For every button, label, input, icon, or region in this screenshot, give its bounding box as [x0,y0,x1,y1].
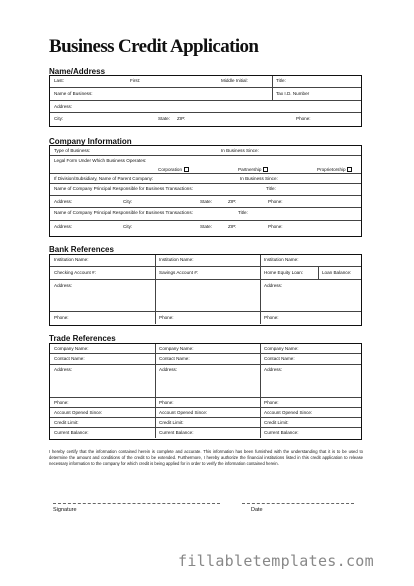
date-label: Date [251,507,263,513]
middle-initial-field[interactable]: Middle Initial: [221,78,248,83]
last-name-field[interactable]: Last: [54,78,64,83]
company-info-box [49,145,362,237]
title-field[interactable]: Title: [276,78,286,83]
company-address-field-2[interactable]: Address: [54,224,73,229]
company-zip-field[interactable]: ZIP: [228,199,237,204]
bank-references-heading: Bank References [49,245,114,254]
corporation-checkbox[interactable] [184,167,189,172]
proprietorship-checkbox[interactable] [347,167,352,172]
bank1-address-field[interactable]: Address: [54,283,73,288]
address-field[interactable]: Address: [54,104,73,109]
bank2-phone-field[interactable]: Phone: [159,315,174,320]
trade2-phone-field[interactable]: Phone: [159,400,174,405]
company-info-heading: Company Information [49,137,132,146]
trade3-credit-limit-field[interactable]: Credit Limit: [264,420,289,425]
signature-line[interactable] [53,503,220,504]
trade3-phone-field[interactable]: Phone: [264,400,279,405]
trade3-opened-field[interactable]: Account Opened Since: [264,410,313,415]
trade1-contact-field[interactable]: Contact Name: [54,356,85,361]
watermark-text: fillabletemplates.com [178,552,374,570]
trade2-contact-field[interactable]: Contact Name: [159,356,190,361]
bank-references-box [49,254,362,326]
principal-name-field-2[interactable]: Name of Company Principal Responsible for Business Transactions: [54,210,193,215]
trade3-balance-field[interactable]: Current Balance: [264,430,299,435]
loan-balance-field[interactable]: Loan Balance: [322,270,352,275]
bank3-address-field[interactable]: Address: [264,283,283,288]
bank2-institution-field[interactable]: Institution Name: [159,257,194,262]
parent-in-business-since-field[interactable]: In Business Since: [240,176,278,181]
company-phone-field[interactable]: Phone: [268,199,283,204]
partnership-label: Partnership [238,166,262,172]
name-address-box [49,75,362,127]
checking-account-field[interactable]: Checking Account #: [54,270,96,275]
savings-account-field[interactable]: Savings Account #: [159,270,199,275]
trade2-credit-limit-field[interactable]: Credit Limit: [159,420,184,425]
bank3-phone-field[interactable]: Phone: [264,315,279,320]
business-type-field[interactable]: Type of Business: [54,148,91,153]
trade2-balance-field[interactable]: Current Balance: [159,430,194,435]
company-phone-field-2[interactable]: Phone: [268,224,283,229]
city-field[interactable]: City: [54,116,64,121]
company-city-field-2[interactable]: City: [123,224,133,229]
home-equity-field[interactable]: Home Equity Loan: [264,270,304,275]
page-title: Business Credit Application [49,36,259,57]
trade2-address-field[interactable]: Address: [159,367,178,372]
name-address-heading: Name/Address [49,67,106,76]
bank3-institution-field[interactable]: Institution Name: [264,257,299,262]
signature-label: Signature [53,507,77,513]
trade1-phone-field[interactable]: Phone: [54,400,69,405]
company-state-field[interactable]: State: [200,199,213,204]
parent-company-field[interactable]: If Division/Subsidiary, Name of Parent Company: [54,176,154,181]
trade2-opened-field[interactable]: Account Opened Since: [159,410,208,415]
bank1-phone-field[interactable]: Phone: [54,315,69,320]
certification-text: I hereby certify that the information contained herein is complete and accurate. This information has been furnished with the understanding that it is to be used to determine the amount and conditions of the credit to be extended. Furthermore, I hereby authorize the financial institutions listed in this credit application to release necessary information to the company for which credit is being applied for in order to verify the information contained herein. [49,449,363,466]
trade1-credit-limit-field[interactable]: Credit Limit: [54,420,79,425]
bank1-institution-field[interactable]: Institution Name: [54,257,89,262]
company-state-field-2[interactable]: State: [200,224,213,229]
legal-form-label: Legal Form Under Which Business Operates: [54,158,147,163]
trade3-contact-field[interactable]: Contact Name: [264,356,295,361]
phone-field[interactable]: Phone: [296,116,311,121]
in-business-since-field[interactable]: In Business Since: [221,148,259,153]
trade1-balance-field[interactable]: Current Balance: [54,430,89,435]
first-name-field[interactable]: First: [130,78,141,83]
partnership-checkbox[interactable] [263,167,268,172]
corporation-label: Corporation [158,166,183,172]
trade3-company-field[interactable]: Company Name: [264,346,299,351]
principal-title-field-2[interactable]: Title: [238,210,248,215]
business-name-field[interactable]: Name of Business: [54,91,93,96]
proprietorship-label: Proprietorship [317,166,346,172]
company-address-field[interactable]: Address: [54,199,73,204]
state-field[interactable]: State: [158,116,171,121]
trade1-company-field[interactable]: Company Name: [54,346,89,351]
zip-field[interactable]: ZIP: [177,116,186,121]
principal-title-field[interactable]: Title: [266,186,276,191]
trade-references-box [49,343,362,440]
trade1-address-field[interactable]: Address: [54,367,73,372]
trade2-company-field[interactable]: Company Name: [159,346,194,351]
company-city-field[interactable]: City: [123,199,133,204]
trade-references-heading: Trade References [49,334,116,343]
date-line[interactable] [242,503,354,504]
principal-name-field[interactable]: Name of Company Principal Responsible for Business Transactions: [54,186,193,191]
tax-id-field[interactable]: Tax I.D. Number [276,91,310,96]
trade3-address-field[interactable]: Address: [264,367,283,372]
company-zip-field-2[interactable]: ZIP: [228,224,237,229]
trade1-opened-field[interactable]: Account Opened Since: [54,410,103,415]
